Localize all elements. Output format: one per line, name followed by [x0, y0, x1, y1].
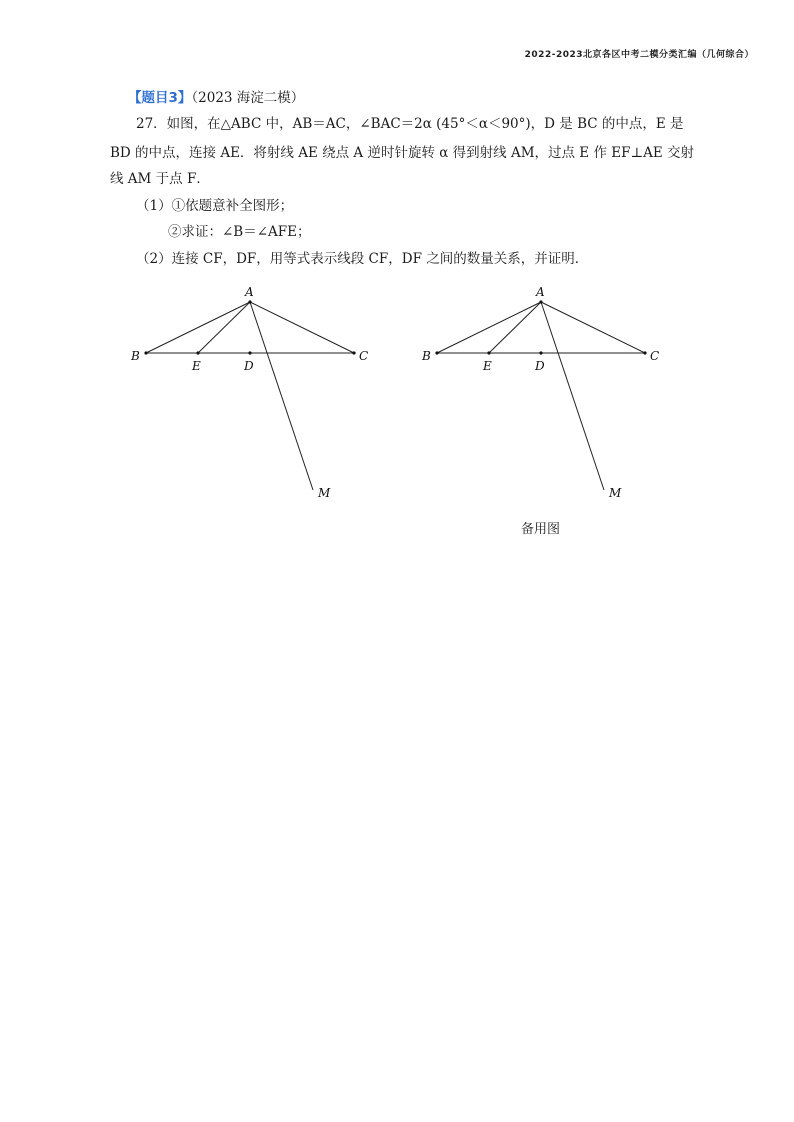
part-2: （2）连接 CF，DF，用等式表示线段 CF，DF 之间的数量关系，并证明． [136, 251, 589, 267]
point-c [352, 351, 355, 354]
label-d: D [244, 359, 254, 373]
problem-line-2: BD 的中点，连接 AE．将射线 AE 绕点 A 逆时针旋转 α 得到射线 AM，过点 E 作 EF⊥AE 交射 [110, 145, 695, 161]
problem-line-1: 27．如图，在△ABC 中，AB＝AC，∠BAC＝2α (45°＜α＜90°)，D 是 BC 的中点，E 是 [136, 116, 684, 132]
problem-source: （2023 海淀二模） [191, 90, 305, 106]
label-a: A [536, 285, 545, 299]
label-m: M [609, 486, 622, 500]
point-d [248, 351, 251, 354]
problem-heading [128, 88, 304, 108]
segment-ac [250, 302, 354, 353]
backup-figure-caption: 备用图 [521, 522, 561, 537]
label-a: A [245, 285, 254, 299]
point-b [144, 351, 147, 354]
label-c: C [359, 349, 369, 363]
point-b [435, 351, 438, 354]
label-e: E [483, 359, 492, 373]
problem-line-3: 线 AM 于点 F． [110, 171, 210, 187]
label-c: C [650, 349, 660, 363]
problem-tag: 【题目3】 [128, 90, 192, 106]
segment-ae [198, 302, 250, 353]
ray-am [541, 302, 604, 490]
point-a [539, 300, 542, 303]
label-e: E [192, 359, 201, 373]
page-header: 2022-2023北京各区中考二模分类汇编（几何综合） [524, 50, 754, 60]
label-d: D [535, 359, 545, 373]
part-1-b: ②求证：∠B＝∠AFE； [168, 224, 311, 240]
label-b: B [422, 349, 431, 363]
main-geometry-figure [120, 280, 369, 510]
segment-ab [437, 302, 541, 353]
segment-ac [541, 302, 645, 353]
backup-geometry-figure [411, 280, 661, 510]
point-c [643, 351, 646, 354]
part-1-a: （1）①依题意补全图形； [136, 198, 294, 214]
point-e [196, 351, 199, 354]
ray-am [250, 302, 313, 490]
segment-ab [146, 302, 250, 353]
segment-ae [489, 302, 541, 353]
label-b: B [131, 349, 140, 363]
label-m: M [318, 486, 331, 500]
point-a [248, 300, 251, 303]
point-e [487, 351, 490, 354]
point-d [539, 351, 542, 354]
